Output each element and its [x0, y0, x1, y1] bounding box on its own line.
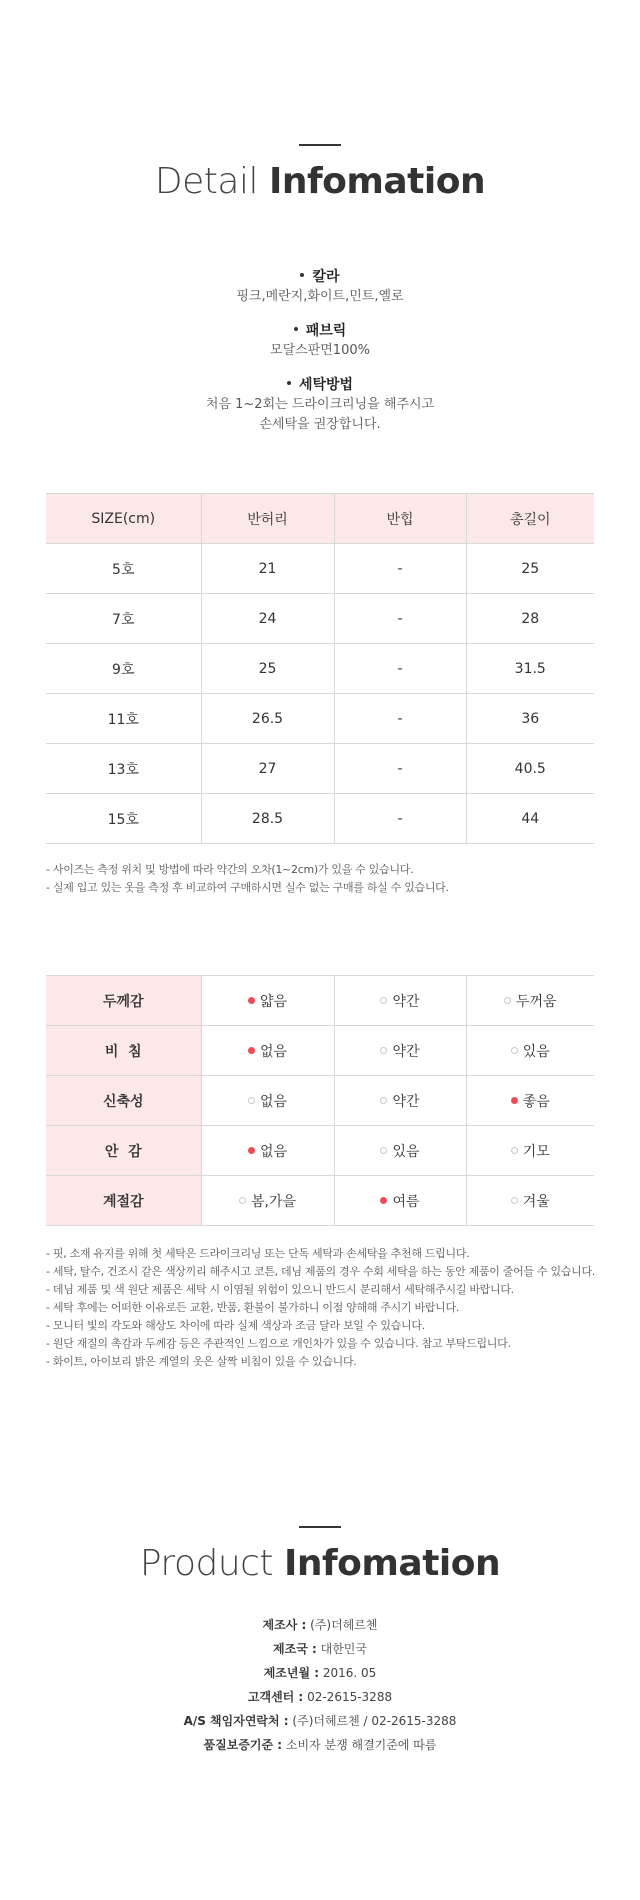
product-row — [0, 1709, 640, 1733]
empty-dot-icon — [248, 1097, 255, 1104]
table-row — [46, 544, 594, 594]
care-notes — [46, 1245, 606, 1371]
feature-table — [46, 975, 594, 1226]
bullet-icon — [294, 327, 298, 331]
feature-option — [201, 1126, 334, 1176]
empty-dot-icon — [380, 1047, 387, 1054]
length-cell: 36 — [466, 694, 594, 744]
option-text: 두꺼움 — [515, 993, 557, 1010]
info-value: 대한민국 — [320, 1642, 367, 1656]
detail-title — [0, 160, 640, 204]
table-row — [46, 794, 594, 844]
bullet-icon — [300, 273, 304, 277]
feature-option — [334, 976, 466, 1026]
hip-cell: - — [334, 794, 466, 844]
hip-cell: - — [334, 594, 466, 644]
feature-option — [466, 976, 594, 1026]
product-title — [0, 1542, 640, 1586]
spec-text: 손세탁을 권장합니다. — [259, 417, 381, 432]
feature-option — [201, 976, 334, 1026]
product-info — [0, 1613, 640, 1757]
feature-option — [334, 1176, 466, 1226]
size-notes — [46, 861, 606, 897]
feature-label: 안 감 — [46, 1126, 201, 1176]
header-cell: SIZE(cm) — [46, 494, 201, 544]
empty-dot-icon — [380, 997, 387, 1004]
option-text: 약간 — [392, 993, 420, 1010]
header-cell: 총길이 — [466, 494, 594, 544]
size-table-header — [46, 494, 594, 544]
selected-dot-icon — [248, 997, 255, 1004]
note-line: - 핏, 소재 유지를 위해 첫 세탁은 드라이크리닝 또는 단독 세탁과 손세탁을 추천해 드립니다. — [46, 1247, 470, 1260]
feature-option — [466, 1076, 594, 1126]
option-text: 약간 — [392, 1093, 420, 1110]
selected-dot-icon — [248, 1047, 255, 1054]
empty-dot-icon — [511, 1147, 518, 1154]
feature-row-sheerness — [46, 1026, 594, 1076]
feature-option — [466, 1026, 594, 1076]
size-table — [46, 493, 594, 844]
spec-heading: 패브릭 — [305, 323, 347, 339]
option-text: 겨울 — [522, 1193, 550, 1210]
feature-label: 신축성 — [46, 1076, 201, 1126]
note-line: - 원단 재질의 촉감과 두께감 등은 주관적인 느낌으로 개인차가 있을 수 있습니다. 참고 부탁드립니다. — [46, 1337, 511, 1350]
note-line: - 실제 입고 있는 옷을 측정 후 비교하여 구매하시면 실수 없는 구매를 하실 수 있습니다. — [46, 881, 449, 894]
product-title-bold: Infomation — [284, 1543, 501, 1584]
length-cell: 44 — [466, 794, 594, 844]
size-cell: 15호 — [46, 794, 201, 844]
info-key: 제조년월 : — [263, 1666, 320, 1680]
spec-text: 모달스판면100% — [270, 343, 370, 358]
length-cell: 40.5 — [466, 744, 594, 794]
selected-dot-icon — [248, 1147, 255, 1154]
feature-row-thickness — [46, 976, 594, 1026]
size-cell: 13호 — [46, 744, 201, 794]
option-text: 없음 — [259, 1093, 288, 1110]
product-row — [0, 1613, 640, 1637]
note-line: - 세탁 후에는 어떠한 이유로든 교환, 반품, 환불이 불가하니 이점 양해해 주시기 바랍니다. — [46, 1301, 460, 1314]
feature-label: 계절감 — [46, 1176, 201, 1226]
note-line: - 사이즈는 측정 위치 및 방법에 따라 약간의 오차(1~2cm)가 있을 수 있습니다. — [46, 863, 414, 876]
info-value: (주)더헤르첸 — [310, 1618, 378, 1632]
feature-row-lining — [46, 1126, 594, 1176]
option-text: 봄,가을 — [250, 1193, 297, 1210]
option-text: 좋음 — [522, 1093, 550, 1110]
hip-cell: - — [334, 544, 466, 594]
note-line: - 데님 제품 및 색 원단 제품은 세탁 시 이염될 위험이 있으니 반드시 분리해서 세탁해주시길 바랍니다. — [46, 1283, 514, 1296]
empty-dot-icon — [380, 1147, 387, 1154]
product-title-light: Product — [139, 1543, 274, 1584]
header-cell: 반힙 — [334, 494, 466, 544]
hip-cell: - — [334, 644, 466, 694]
detail-header — [0, 144, 640, 204]
info-value: 2016. 05 — [322, 1666, 377, 1680]
product-header — [0, 1526, 640, 1586]
waist-cell: 28.5 — [201, 794, 334, 844]
title-divider — [299, 144, 341, 146]
spec-color — [0, 267, 640, 307]
empty-dot-icon — [504, 997, 511, 1004]
detail-title-bold: Infomation — [268, 161, 486, 202]
table-row — [46, 644, 594, 694]
note-line: - 세탁, 탈수, 건조시 같은 색상끼리 해주시고 코튼, 데님 제품의 경우 수회 세탁을 하는 동안 제품이 줄어들 수 있습니다. — [46, 1265, 595, 1278]
selected-dot-icon — [380, 1197, 387, 1204]
product-row — [0, 1685, 640, 1709]
size-cell: 11호 — [46, 694, 201, 744]
size-cell: 7호 — [46, 594, 201, 644]
detail-title-light: Detail — [154, 161, 258, 202]
table-row — [46, 744, 594, 794]
note-line: - 모니터 빛의 각도와 해상도 차이에 따라 실제 색상과 조금 달라 보일 수 있습니다. — [46, 1319, 425, 1332]
option-text: 기모 — [522, 1143, 550, 1160]
feature-option — [334, 1126, 466, 1176]
selected-dot-icon — [511, 1097, 518, 1104]
info-key: 제조사 : — [262, 1618, 307, 1632]
option-text: 약간 — [392, 1043, 420, 1060]
length-cell: 28 — [466, 594, 594, 644]
option-text: 있음 — [392, 1143, 420, 1160]
hip-cell: - — [334, 744, 466, 794]
info-key: A/S 책임자연락처 : — [183, 1714, 289, 1728]
info-key: 품질보증기준 : — [203, 1738, 283, 1752]
size-cell: 9호 — [46, 644, 201, 694]
feature-option — [201, 1076, 334, 1126]
option-text: 없음 — [259, 1043, 288, 1060]
table-row — [46, 594, 594, 644]
feature-option — [466, 1126, 594, 1176]
spec-text: 핑크,메란지,화이트,민트,옐로 — [236, 289, 404, 304]
option-text: 있음 — [522, 1043, 550, 1060]
product-row — [0, 1733, 640, 1757]
title-divider — [299, 1526, 341, 1528]
feature-label: 비 침 — [46, 1026, 201, 1076]
note-line: - 화이트, 아이보리 밝은 계열의 옷은 살짝 비침이 있을 수 있습니다. — [46, 1355, 357, 1368]
product-row — [0, 1661, 640, 1685]
waist-cell: 26.5 — [201, 694, 334, 744]
spec-washing — [0, 375, 640, 435]
header-cell: 반허리 — [201, 494, 334, 544]
feature-row-season — [46, 1176, 594, 1226]
spec-heading: 칼라 — [312, 269, 340, 285]
empty-dot-icon — [511, 1047, 518, 1054]
feature-option — [201, 1026, 334, 1076]
feature-row-stretch — [46, 1076, 594, 1126]
bullet-icon — [287, 381, 291, 385]
info-value: (주)더헤르첸 / 02-2615-3288 — [292, 1714, 457, 1728]
feature-option — [466, 1176, 594, 1226]
length-cell: 31.5 — [466, 644, 594, 694]
waist-cell: 21 — [201, 544, 334, 594]
feature-label: 두께감 — [46, 976, 201, 1026]
spec-heading: 세탁방법 — [298, 377, 354, 393]
info-value: 소비자 분쟁 해결기준에 따름 — [285, 1738, 437, 1752]
hip-cell: - — [334, 694, 466, 744]
empty-dot-icon — [239, 1197, 246, 1204]
feature-option — [334, 1076, 466, 1126]
waist-cell: 24 — [201, 594, 334, 644]
info-value: 02-2615-3288 — [307, 1690, 393, 1704]
spec-text: 처음 1~2회는 드라이크리닝을 해주시고 — [205, 397, 435, 412]
table-row — [46, 694, 594, 744]
feature-option — [334, 1026, 466, 1076]
info-key: 제조국 : — [273, 1642, 317, 1656]
option-text: 얇음 — [259, 993, 288, 1010]
waist-cell: 25 — [201, 644, 334, 694]
empty-dot-icon — [511, 1197, 518, 1204]
length-cell: 25 — [466, 544, 594, 594]
option-text: 없음 — [259, 1143, 288, 1160]
spec-list — [0, 267, 640, 449]
product-row — [0, 1637, 640, 1661]
empty-dot-icon — [380, 1097, 387, 1104]
spec-fabric — [0, 321, 640, 361]
size-cell: 5호 — [46, 544, 201, 594]
feature-option — [201, 1176, 334, 1226]
option-text: 여름 — [392, 1193, 420, 1210]
info-key: 고객센터 : — [247, 1690, 304, 1704]
waist-cell: 27 — [201, 744, 334, 794]
